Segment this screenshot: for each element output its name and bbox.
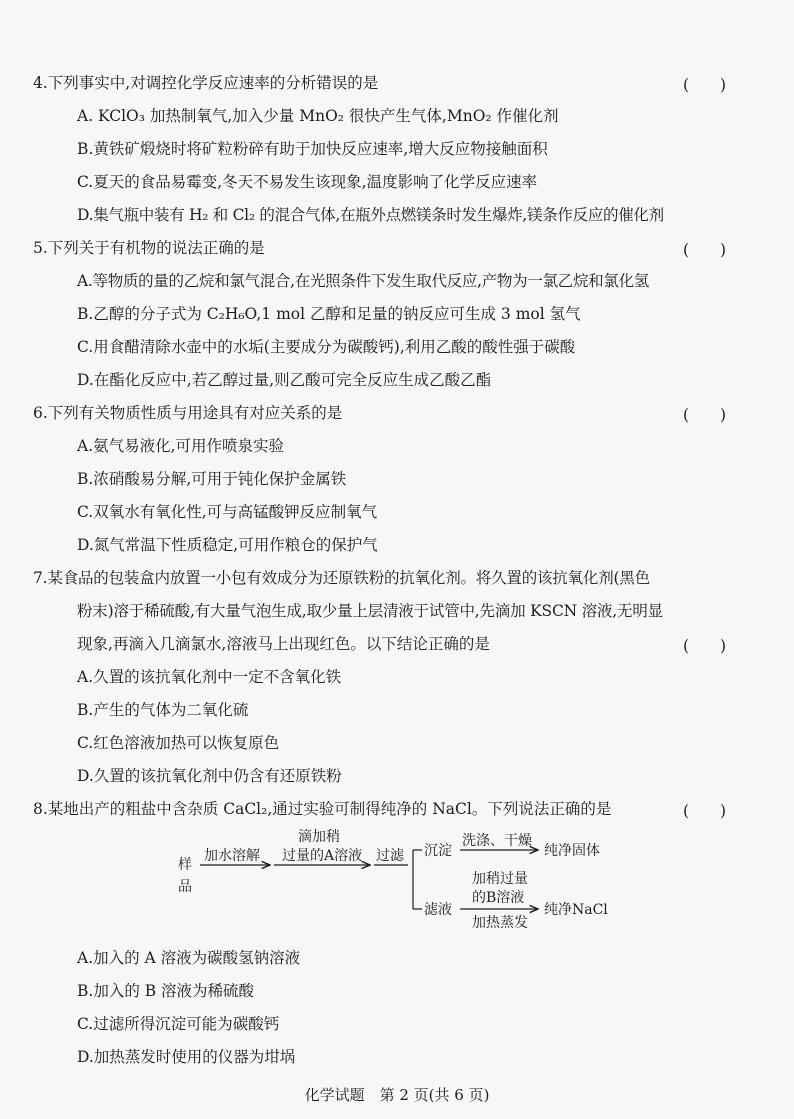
q5-option-a: A.等物质的量的乙烷和氯气混合,在光照条件下发生取代反应,产物为一氯乙烷和氯化氢 [77,272,649,290]
pure-nacl-label: 纯净NaCl [544,902,608,918]
question-4-stem: 4.下列事实中,对调控化学反应速率的分析错误的是 [33,74,379,92]
pure-solid-label: 纯净固体 [544,843,600,859]
q5-option-d: D.在酯化反应中,若乙醇过量,则乙酸可完全反应生成乙酸乙酯 [77,371,492,389]
q5-option-b: B.乙醇的分子式为 C₂H₆O,1 mol 乙醇和足量的钠反应可生成 3 mol 氢气 [77,305,581,323]
filtrate-label: 滤液 [424,902,452,918]
q8-option-d: D.加热蒸发时使用的仪器为坩埚 [77,1048,296,1066]
precipitate-label: 沉淀 [424,843,452,859]
q7-option-d: D.久置的该抗氧化剂中仍含有还原铁粉 [77,767,342,785]
step-filter-label: 过滤 [376,848,404,864]
page-footer: 化学试题 第 2 页(共 6 页) [304,1086,490,1104]
question-7-stem-line-2: 粉末)溶于稀硫酸,有大量气泡生成,取少量上层清液于试管中,先滴加 KSCN 溶液,无明显 [77,602,663,620]
q8-option-c: C.过滤所得沉淀可能为碳酸钙 [77,1015,280,1033]
q4-option-d: D.集气瓶中装有 H₂ 和 Cl₂ 的混合气体,在瓶外点燃镁条时发生爆炸,镁条作反应的催化剂 [77,206,664,224]
step-a-solution-line-1: 滴加稍 [298,829,340,845]
question-6-stem: 6.下列有关物质性质与用途具有对应关系的是 [33,404,343,422]
answer-bracket-6: ( ) [683,406,727,424]
question-5-stem: 5.下列关于有机物的说法正确的是 [33,239,265,257]
answer-bracket-7: ( ) [683,637,727,655]
q8-option-a: A.加入的 A 溶液为碳酸氢钠溶液 [77,949,301,967]
sample-label-2: 品 [178,879,192,895]
process-flow-diagram [170,820,630,930]
q7-option-a: A.久置的该抗氧化剂中一定不含氧化铁 [77,668,342,686]
question-8-stem: 8.某地出产的粗盐中含杂质 CaCl₂,通过实验可制得纯净的 NaCl。下列说法正确的是 [33,800,612,818]
step-dissolve-label: 加水溶解 [204,848,260,864]
evaporate-label: 加热蒸发 [472,915,528,931]
q7-option-b: B.产生的气体为二氧化硫 [77,701,249,719]
q8-option-b: B.加入的 B 溶液为稀硫酸 [77,982,255,1000]
q4-option-c: C.夏天的食品易霉变,冬天不易发生该现象,温度影响了化学反应速率 [77,173,538,191]
b-solution-line-1: 加稍过量 [472,871,528,887]
sample-label-1: 样 [178,857,192,873]
question-7-stem-line-1: 7.某食品的包装盒内放置一小包有效成分为还原铁粉的抗氧化剂。将久置的该抗氧化剂(黑色 [33,569,650,587]
q5-option-c: C.用食醋清除水壶中的水垢(主要成分为碳酸钙),利用乙酸的酸性强于碳酸 [77,338,576,356]
wash-dry-label: 洗涤、干燥 [462,833,532,849]
answer-bracket-5: ( ) [683,241,727,259]
b-solution-line-2: 的B溶液 [472,890,525,906]
q6-option-b: B.浓硝酸易分解,可用于钝化保护金属铁 [77,470,347,488]
q6-option-d: D.氮气常温下性质稳定,可用作粮仓的保护气 [77,536,378,554]
answer-bracket-8: ( ) [683,802,727,820]
question-7-stem-line-3: 现象,再滴入几滴氯水,溶液马上出现红色。以下结论正确的是 [77,635,490,653]
q6-option-c: C.双氧水有氧化性,可与高锰酸钾反应制氧气 [77,503,378,521]
q4-option-a: A. KClO₃ 加热制氧气,加入少量 MnO₂ 很快产生气体,MnO₂ 作催化剂 [77,107,559,125]
answer-bracket-4: ( ) [683,76,727,94]
q4-option-b: B.黄铁矿煅烧时将矿粒粉碎有助于加快反应速率,增大反应物接触面积 [77,140,548,158]
step-a-solution-line-2: 过量的A溶液 [282,848,363,864]
q6-option-a: A.氨气易液化,可用作喷泉实验 [77,437,285,455]
q7-option-c: C.红色溶液加热可以恢复原色 [77,734,280,752]
